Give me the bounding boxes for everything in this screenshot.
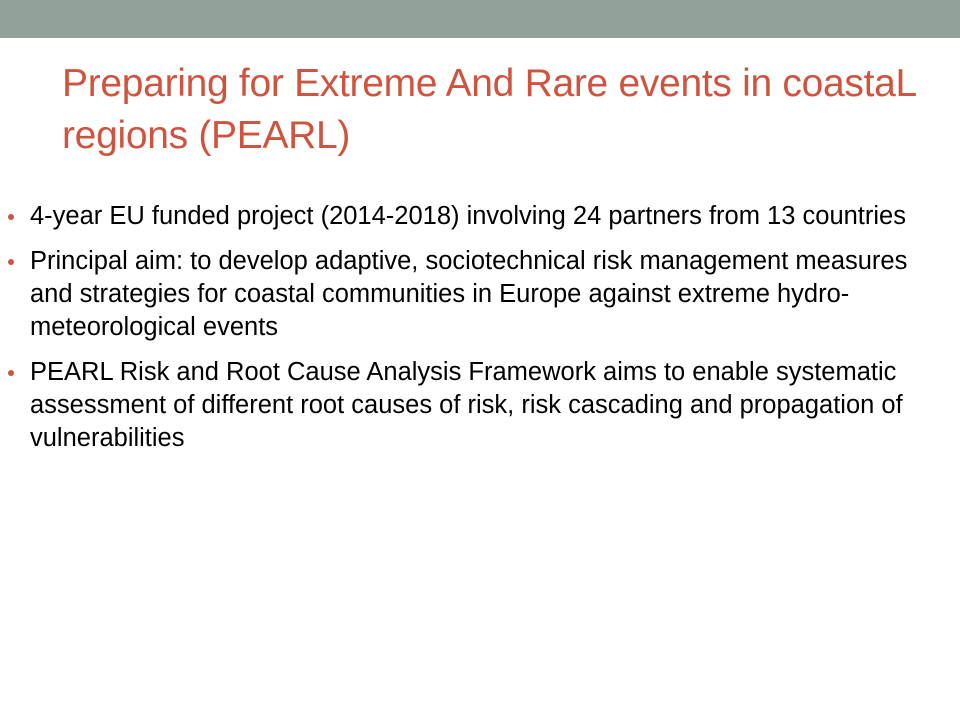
bullet-dot-icon	[8, 370, 14, 376]
bullet-dot-icon	[8, 259, 14, 265]
bullet-dot-icon	[8, 214, 14, 220]
bullet-item	[0, 200, 940, 233]
top-accent-bar	[0, 0, 960, 38]
bullet-text: PEARL Risk and Root Cause Analysis Framework aims to enable systematic assessment of different root causes of risk, risk cascading and propagation of vulnerabilities	[30, 358, 903, 452]
slide-title: Preparing for Extreme And Rare events in coastaL regions (PEARL)	[62, 62, 916, 157]
bullet-text: 4-year EU funded project (2014-2018) involving 24 partners from 13 countries	[30, 202, 906, 230]
bullet-item	[0, 356, 940, 455]
bullet-text: Principal aim: to develop adaptive, sociotechnical risk management measures and strategies for coastal communities in Europe against extreme hydro-meteorological events	[30, 247, 908, 341]
bullet-item	[0, 245, 940, 344]
bullet-list	[0, 200, 960, 467]
